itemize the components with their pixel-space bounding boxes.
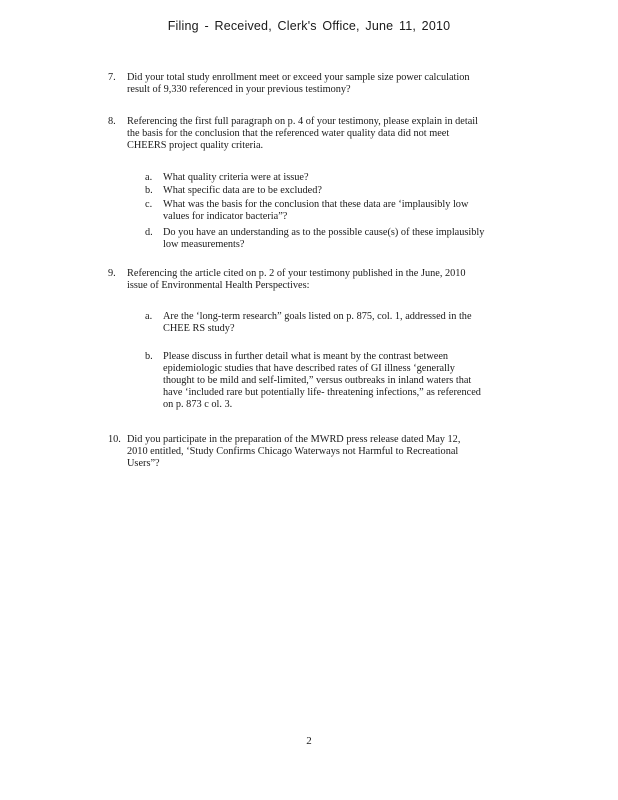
question-number: 7. (108, 72, 116, 83)
question-text: Did your total study enrollment meet or exceed your sample size power calculation result of 9,330 referenced in your previous testimony? (127, 72, 470, 95)
sub-text: Do you have an understanding as to the possible cause(s) of these implausibly low measurements? (163, 227, 485, 250)
question-number: 9. (108, 268, 116, 279)
sub-text: Are the ‘long-term research” goals listed on p. 875, col. 1, addressed in the CHEE RS study? (163, 311, 472, 334)
sub-label: d. (145, 227, 153, 238)
sub-label: a. (145, 311, 153, 322)
sub-text: What was the basis for the conclusion that these data are ‘implausibly low values for indicator bacteria”? (163, 199, 469, 222)
question-number: 10. (108, 434, 121, 445)
sub-label: a. (145, 172, 153, 183)
sub-label: b. (145, 185, 153, 196)
filing-header: Filing - Received, Clerk's Office, June 11, 2010 (167, 19, 451, 33)
sub-label: c. (145, 199, 153, 210)
page-number: 2 (306, 735, 312, 747)
sub-label: b. (145, 351, 153, 362)
sub-text: Please discuss in further detail what is meant by the contrast between epidemiologic studies that have described rates of GI illness ‘generally thought to be mild and self-limited,” versus outbreaks in inland waters that have ‘included rare but potentially life- threatening infections,” as referenced on p. 873 c ol. 3. (163, 351, 481, 410)
sub-text: What specific data are to be excluded? (163, 185, 322, 196)
question-text: Referencing the first full paragraph on p. 4 of your testimony, please explain in detail the basis for the conclusion that the referenced water quality data did not meet CHEERS project quality criteria. (127, 116, 479, 151)
sub-text: What quality criteria were at issue? (163, 172, 309, 183)
question-text: Referencing the article cited on p. 2 of your testimony published in the June, 2010 issue of Environmental Health Perspectives: (127, 268, 466, 291)
question-text: Did you participate in the preparation of the MWRD press release dated May 12, 2010 entitled, ‘Study Confirms Chicago Waterways not Harmful to Recreational Users”? (127, 434, 461, 469)
question-number: 8. (108, 116, 116, 127)
